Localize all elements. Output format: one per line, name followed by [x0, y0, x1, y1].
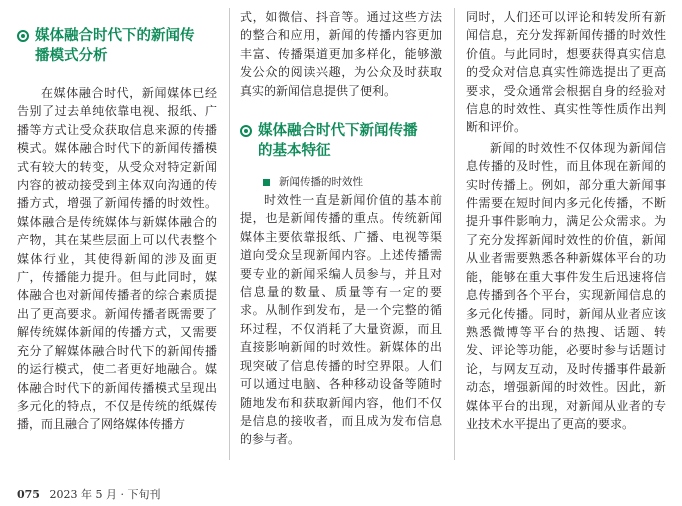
column-divider [454, 8, 455, 460]
column-divider [229, 8, 230, 460]
circle-bullet-icon [240, 125, 252, 137]
body-paragraph-continuation: 同时，人们还可以评论和转发所有新闻信息，充分发挥新闻传播的时效性价值。与此同时，想要获得真实信息的受众对信息真实性筛选提出了更高要求，受众通常会根据自身的经验对信息的时效性、真实性等性质作出判断和评价。 [466, 10, 666, 135]
section-heading [240, 121, 442, 161]
issue-label: 2023 年 5 月 · 下旬刊 [49, 488, 161, 501]
square-bullet-icon [263, 179, 270, 186]
body-paragraph: 新闻的时效性不仅体现为新闻信息传播的及时性，而且体现在新闻的实时传播上。例如，部分重大新闻事件需要在短时间内多元化传播，不断提升事件影响力，满足公众需求。为了充分发挥新闻时效性的价值，新闻从业者需要熟悉各种新媒体平台的功能，能够在重大事件发生后迅速将信息传播到各个平台，实现新闻信息的多元化传播。同时，新闻从业者应该熟悉微博等平台的热搜、话题、转发、评论等功能，必要时参与话题讨论，与网友互动，及时传播事件最新动态，增强新闻的时效性。因此，新媒体平台的出现，对新闻从业者的专业技术水平提出了更高的要求。 [466, 140, 666, 431]
heading-line: 播模式分析 [35, 48, 108, 64]
page-number: 075 [17, 488, 40, 501]
subheading-text: 新闻传播的时效性 [279, 176, 363, 189]
column-1 [17, 26, 217, 434]
body-paragraph-continuation: 式，如微信、抖音等。通过这些方法的整合和应用，新闻的传播内容更加丰富、传播渠道更加多样化，能够激发公众的阅读兴趣，为公众及时获取真实的新闻信息提供了便利。 [240, 10, 442, 98]
body-paragraph: 在媒体融合时代，新闻媒体已经告别了过去单纯依靠电视、报纸、广播等方式让受众获取信息来源的传播模式。媒体融合时代下的新闻传播模式有较大的转变，从受众对特定新闻内容的被动接受到主体双向沟通的传播方式，增强了新闻传播的时效性。媒体融合是传统媒体与新媒体融合的产物，其在某些层面上可以代表整个媒体行业，其使得新闻的涉及面更广，传播能力提升。但与此同时，媒体融合也对新闻传播者的综合素质提出了更高要求。新闻传播者既需要了解传统媒体新闻的传播方式，又需要充分了解媒体融合时代下的新闻传播的运行模式，使二者更好地融合。媒体融合时代下的新闻传播模式呈现出多元化的特点，不仅是传统的纸媒传播，而且融合了网络媒体传播方 [17, 86, 217, 432]
heading-line: 媒体融合时代下的新闻传 [35, 28, 195, 44]
body-paragraph: 时效性一直是新闻价值的基本前提，也是新闻传播的重点。传统新闻媒体主要依靠报纸、广播、电视等渠道向受众呈现新闻内容。上述传播需要专业的新闻采编人员参与，并且对信息量的数量、质量等有一定的要求。从制作到发布，是一个完整的循环过程，不仅消耗了大量资源，而且直接影响新闻的时效性。新媒体的出现突破了信息传播的时空界限。人们可以通过电脑、各种移动设备等随时随地发布和获取新闻内容，他们不仅是信息的接收者，而且成为发布信息的参与者。 [240, 193, 442, 447]
page-footer [17, 486, 160, 502]
heading-line: 的基本特征 [258, 143, 331, 160]
column-2 [240, 8, 442, 449]
subheading [240, 173, 442, 191]
circle-bullet-icon [17, 30, 29, 42]
section-heading [17, 26, 217, 66]
column-3 [466, 8, 666, 433]
heading-line: 媒体融合时代下新闻传播 [258, 123, 418, 140]
